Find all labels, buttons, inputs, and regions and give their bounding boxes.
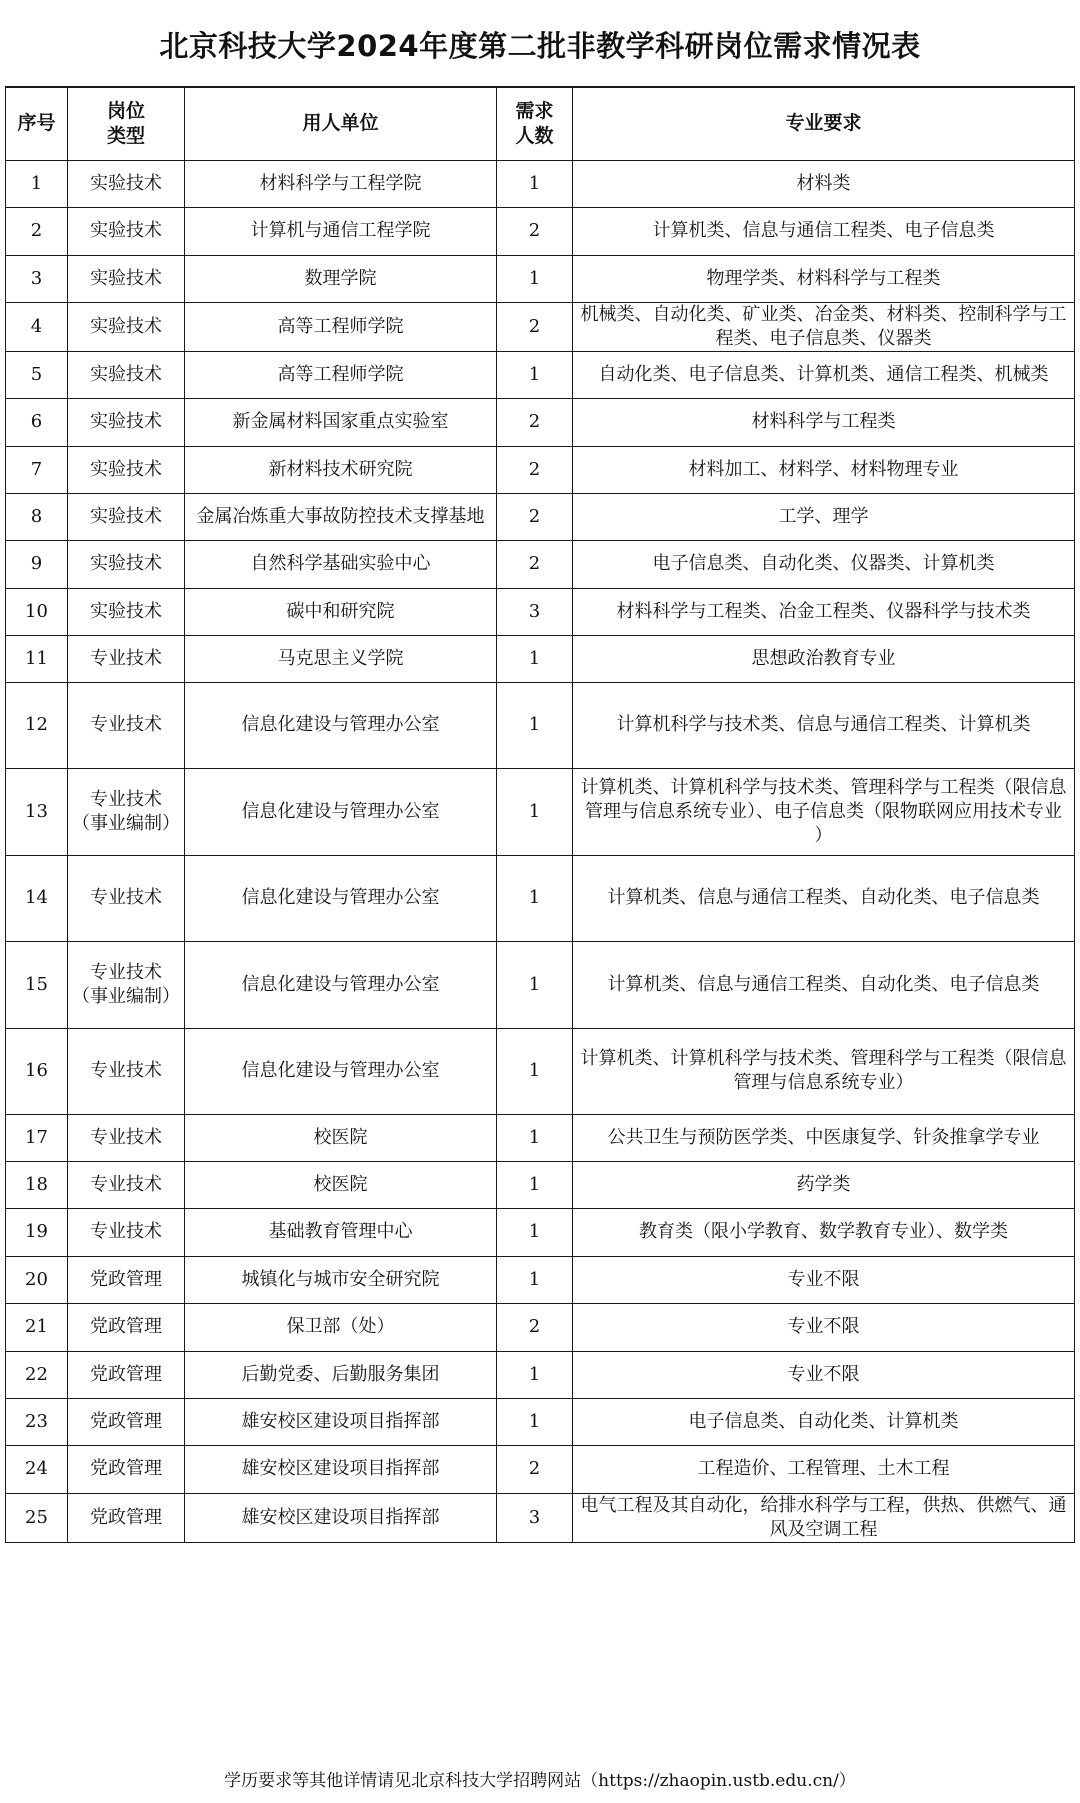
cell-unit: 信息化建设与管理办公室: [185, 768, 497, 855]
cell-count: 2: [497, 207, 573, 255]
position-type-label: 专业技术: [90, 961, 162, 983]
cell-count: 1: [497, 1114, 573, 1161]
table-row: [6, 540, 1075, 588]
cell-count: 2: [497, 446, 573, 493]
position-type-label: 党政管理: [90, 1268, 162, 1290]
cell-seq: 8: [6, 493, 68, 540]
cell-seq: 5: [6, 351, 68, 398]
cell-requirement: 教育类（限小学教育、数学教育专业）、数学类: [573, 1208, 1075, 1256]
cell-unit: 保卫部（处）: [185, 1303, 497, 1351]
cell-requirement: 材料科学与工程类: [573, 398, 1075, 446]
cell-seq: 10: [6, 588, 68, 635]
cell-requirement: 电气工程及其自动化，给排水科学与工程，供热、供燃气、通风及空调工程: [573, 1493, 1075, 1542]
position-type-label: 实验技术: [90, 553, 162, 574]
cell-unit: 信息化建设与管理办公室: [185, 941, 497, 1028]
header-requirement: 专业要求: [573, 87, 1075, 160]
position-type-label: 党政管理: [90, 1410, 162, 1432]
cell-position-type: [68, 682, 185, 768]
cell-count: 1: [497, 1161, 573, 1208]
table-row: [6, 855, 1075, 941]
cell-count: 1: [497, 855, 573, 941]
cell-requirement: 专业不限: [573, 1256, 1075, 1303]
cell-requirement: 自动化类、电子信息类、计算机类、通信工程类、机械类: [573, 351, 1075, 398]
cell-requirement: 材料类: [573, 160, 1075, 207]
table-row: [6, 207, 1075, 255]
cell-seq: 11: [6, 635, 68, 682]
table-row: [6, 1493, 1075, 1542]
cell-seq: 16: [6, 1028, 68, 1114]
cell-count: 1: [497, 255, 573, 302]
position-type-label: 实验技术: [90, 600, 162, 622]
cell-unit: 马克思主义学院: [185, 635, 497, 682]
cell-requirement: 物理学类、材料科学与工程类: [573, 255, 1075, 302]
cell-seq: 25: [6, 1493, 68, 1542]
cell-seq: 1: [6, 160, 68, 207]
cell-requirement: 计算机类、信息与通信工程类、自动化类、电子信息类: [573, 855, 1075, 941]
cell-count: 1: [497, 1208, 573, 1256]
cell-count: 1: [497, 160, 573, 207]
table-row: [6, 1303, 1075, 1351]
cell-unit: 碳中和研究院: [185, 588, 497, 635]
cell-requirement: 电子信息类、自动化类、仪器类、计算机类: [573, 540, 1075, 588]
cell-seq: 12: [6, 682, 68, 768]
cell-unit: 雄安校区建设项目指挥部: [185, 1398, 497, 1445]
header-count-line2: 人数: [515, 124, 554, 147]
position-type-label: 党政管理: [90, 1506, 162, 1528]
position-type-label: 党政管理: [90, 1316, 162, 1337]
position-type-label: 专业技术: [90, 714, 162, 735]
cell-position-type: [68, 1208, 185, 1256]
position-type-note: （事业编制）: [72, 812, 180, 834]
cell-position-type: [68, 160, 185, 207]
cell-count: 1: [497, 1256, 573, 1303]
cell-count: 1: [497, 1028, 573, 1114]
table-row: [6, 1028, 1075, 1114]
cell-unit: 信息化建设与管理办公室: [185, 682, 497, 768]
position-type-label: 实验技术: [90, 411, 162, 432]
cell-unit: 信息化建设与管理办公室: [185, 1028, 497, 1114]
cell-requirement: 计算机类、信息与通信工程类、自动化类、电子信息类: [573, 941, 1075, 1028]
cell-position-type: [68, 1493, 185, 1542]
cell-seq: 17: [6, 1114, 68, 1161]
cell-requirement: 材料加工、材料学、材料物理专业: [573, 446, 1075, 493]
cell-position-type: [68, 588, 185, 635]
cell-unit: 雄安校区建设项目指挥部: [185, 1493, 497, 1542]
cell-count: 1: [497, 635, 573, 682]
cell-requirement: 工程造价、工程管理、土木工程: [573, 1445, 1075, 1493]
cell-unit: 高等工程师学院: [185, 351, 497, 398]
cell-count: 1: [497, 768, 573, 855]
cell-position-type: [68, 207, 185, 255]
cell-count: 2: [497, 1303, 573, 1351]
table-row: [6, 1114, 1075, 1161]
cell-requirement: 计算机科学与技术类、信息与通信工程类、计算机类: [573, 682, 1075, 768]
cell-count: 1: [497, 941, 573, 1028]
position-type-label: 专业技术: [90, 647, 162, 669]
cell-unit: 计算机与通信工程学院: [185, 207, 497, 255]
cell-position-type: [68, 1445, 185, 1493]
table-row: [6, 1445, 1075, 1493]
cell-count: 2: [497, 493, 573, 540]
position-type-label: 专业技术: [90, 1173, 162, 1195]
cell-seq: 7: [6, 446, 68, 493]
cell-unit: 城镇化与城市安全研究院: [185, 1256, 497, 1303]
cell-seq: 19: [6, 1208, 68, 1256]
position-type-label: 实验技术: [90, 505, 162, 527]
cell-unit: 数理学院: [185, 255, 497, 302]
header-unit: 用人单位: [185, 87, 497, 160]
position-type-label: 实验技术: [90, 363, 162, 385]
cell-seq: 14: [6, 855, 68, 941]
cell-requirement: 专业不限: [573, 1351, 1075, 1398]
header-type-line2: 类型: [106, 124, 145, 147]
cell-requirement: 计算机类、信息与通信工程类、电子信息类: [573, 207, 1075, 255]
position-type-label: 党政管理: [90, 1363, 162, 1385]
header-type-line1: 岗位: [106, 99, 145, 122]
cell-position-type: [68, 540, 185, 588]
cell-count: 1: [497, 1351, 573, 1398]
position-type-label: 专业技术: [90, 1221, 162, 1242]
cell-seq: 3: [6, 255, 68, 302]
footer-note: 学历要求等其他详情请见北京科技大学招聘网站（https://zhaopin.ustb.edu.cn/）: [224, 1771, 856, 1791]
position-type-label: 专业技术: [90, 887, 162, 908]
position-type-label: 实验技术: [90, 172, 162, 194]
table-header: [6, 87, 1075, 160]
cell-unit: 金属冶炼重大事故防控技术支撑基地: [185, 493, 497, 540]
cell-position-type: [68, 941, 185, 1028]
cell-position-type: [68, 1398, 185, 1445]
cell-position-type: [68, 1114, 185, 1161]
cell-seq: 2: [6, 207, 68, 255]
cell-position-type: [68, 855, 185, 941]
cell-requirement: 药学类: [573, 1161, 1075, 1208]
cell-position-type: [68, 1351, 185, 1398]
cell-unit: 雄安校区建设项目指挥部: [185, 1445, 497, 1493]
cell-seq: 15: [6, 941, 68, 1028]
cell-position-type: [68, 302, 185, 351]
cell-unit: 新材料技术研究院: [185, 446, 497, 493]
table-body: [6, 160, 1075, 1542]
cell-count: 2: [497, 302, 573, 351]
cell-unit: 校医院: [185, 1114, 497, 1161]
header-position-type: [68, 87, 185, 160]
position-type-label: 专业技术: [90, 1060, 162, 1081]
cell-count: 1: [497, 351, 573, 398]
cell-unit: 新金属材料国家重点实验室: [185, 398, 497, 446]
cell-position-type: [68, 255, 185, 302]
table-row: [6, 1398, 1075, 1445]
cell-unit: 高等工程师学院: [185, 302, 497, 351]
position-type-label: 实验技术: [90, 458, 162, 480]
position-type-label: 专业技术: [90, 1126, 162, 1148]
table-row: [6, 493, 1075, 540]
cell-requirement: 机械类、自动化类、矿业类、冶金类、材料类、控制科学与工程类、电子信息类、仪器类: [573, 302, 1075, 351]
cell-seq: 6: [6, 398, 68, 446]
cell-requirement: 思想政治教育专业: [573, 635, 1075, 682]
table-row: [6, 1208, 1075, 1256]
table-row: [6, 255, 1075, 302]
table-row: [6, 588, 1075, 635]
cell-count: 2: [497, 398, 573, 446]
cell-count: 3: [497, 588, 573, 635]
cell-seq: 13: [6, 768, 68, 855]
cell-requirement: 计算机类、计算机科学与技术类、管理科学与工程类（限信息管理与信息系统专业）、电子信息类（限物联网应用技术专业 ）: [573, 768, 1075, 855]
table-row: [6, 682, 1075, 768]
position-type-label: 实验技术: [90, 315, 162, 337]
cell-unit: 校医院: [185, 1161, 497, 1208]
cell-seq: 21: [6, 1303, 68, 1351]
cell-seq: 20: [6, 1256, 68, 1303]
cell-unit: 信息化建设与管理办公室: [185, 855, 497, 941]
cell-requirement: 专业不限: [573, 1303, 1075, 1351]
header-seq: 序号: [6, 87, 68, 160]
cell-unit: 后勤党委、后勤服务集团: [185, 1351, 497, 1398]
cell-unit: 材料科学与工程学院: [185, 160, 497, 207]
table-row: [6, 635, 1075, 682]
table-row: [6, 160, 1075, 207]
cell-count: 3: [497, 1493, 573, 1542]
table-row: [6, 941, 1075, 1028]
cell-position-type: [68, 1303, 185, 1351]
cell-requirement: 材料科学与工程类、冶金工程类、仪器科学与技术类: [573, 588, 1075, 635]
cell-position-type: [68, 1256, 185, 1303]
cell-position-type: [68, 1161, 185, 1208]
position-type-label: 实验技术: [90, 220, 162, 241]
table-row: [6, 1161, 1075, 1208]
cell-seq: 22: [6, 1351, 68, 1398]
cell-seq: 4: [6, 302, 68, 351]
table-row: [6, 302, 1075, 351]
position-type-label: 专业技术: [90, 788, 162, 810]
cell-requirement: 电子信息类、自动化类、计算机类: [573, 1398, 1075, 1445]
header-count: [497, 87, 573, 160]
cell-count: 1: [497, 682, 573, 768]
table-row: [6, 1351, 1075, 1398]
cell-requirement: 公共卫生与预防医学类、中医康复学、针灸推拿学专业: [573, 1114, 1075, 1161]
cell-position-type: [68, 635, 185, 682]
cell-requirement: 工学、理学: [573, 493, 1075, 540]
table-row: [6, 446, 1075, 493]
cell-seq: 18: [6, 1161, 68, 1208]
table-row: [6, 351, 1075, 398]
cell-position-type: [68, 351, 185, 398]
cell-unit: 基础教育管理中心: [185, 1208, 497, 1256]
position-type-label: 党政管理: [90, 1458, 162, 1479]
header-count-line1: 需求: [515, 99, 554, 122]
requirements-table: [5, 86, 1075, 1543]
cell-seq: 9: [6, 540, 68, 588]
cell-position-type: [68, 768, 185, 855]
cell-count: 1: [497, 1398, 573, 1445]
cell-position-type: [68, 1028, 185, 1114]
table-row: [6, 398, 1075, 446]
cell-count: 2: [497, 540, 573, 588]
cell-position-type: [68, 398, 185, 446]
cell-position-type: [68, 446, 185, 493]
position-type-note: （事业编制）: [72, 985, 180, 1007]
cell-position-type: [68, 493, 185, 540]
table-row: [6, 1256, 1075, 1303]
cell-requirement: 计算机类、计算机科学与技术类、管理科学与工程类（限信息管理与信息系统专业）: [573, 1028, 1075, 1114]
position-type-label: 实验技术: [90, 267, 162, 289]
page-title: 北京科技大学2024年度第二批非教学科研岗位需求情况表: [159, 29, 921, 63]
cell-count: 2: [497, 1445, 573, 1493]
cell-unit: 自然科学基础实验中心: [185, 540, 497, 588]
cell-seq: 24: [6, 1445, 68, 1493]
table-row: [6, 768, 1075, 855]
cell-seq: 23: [6, 1398, 68, 1445]
